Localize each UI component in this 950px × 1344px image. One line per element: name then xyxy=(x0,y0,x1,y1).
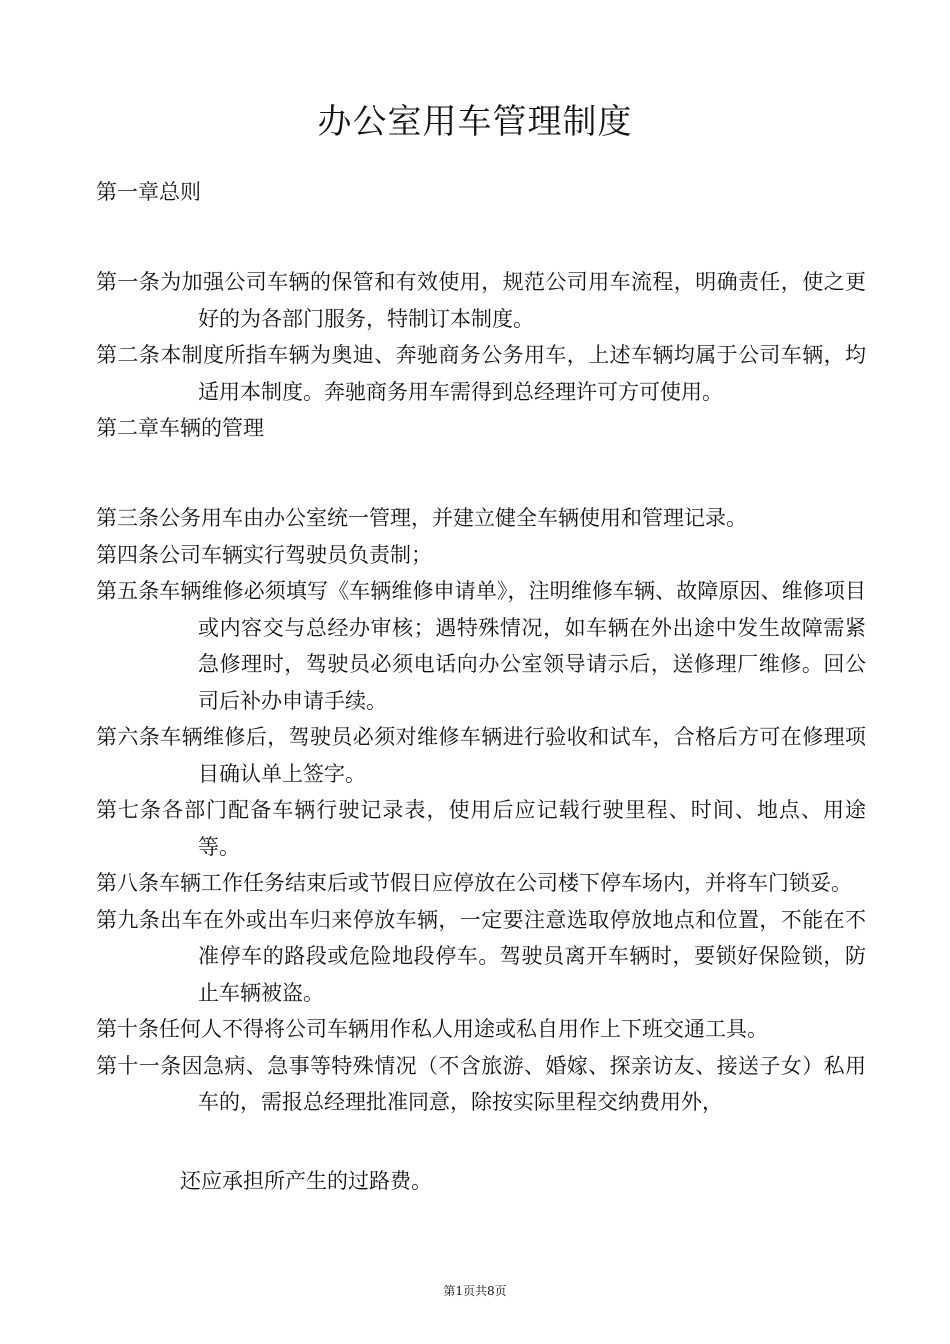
article-4: 第四条公司车辆实行驾驶员负责制； xyxy=(96,542,432,567)
article-7: 第七条各部门配备车辆行驶记录表，使用后应记载行驶里程、时间、地点、用途等。 xyxy=(96,798,866,859)
page-footer: 第1页共8页 xyxy=(443,1284,507,1298)
article-3: 第三条公务用车由办公室统一管理，并建立健全车辆使用和管理记录。 xyxy=(96,506,747,530)
article-8: 第八条车辆工作任务结束后或节假日应停放在公司楼下停车场内，并将车门锁妥。 xyxy=(96,871,852,895)
chapter-heading: 第一章总则 xyxy=(96,180,201,204)
article-5: 第五条车辆维修必须填写《车辆维修申请单》，注明维修车辆、故障原因、维修项目或内容交与总经办审核；遇特殊情况，如车辆在外出途中发生故障需紧急修理时，驾驶员必须电话向办公室领导请示后，送修理厂维修。回公司后补办申请手续。 xyxy=(96,579,866,713)
article-2: 第二条本制度所指车辆为奥迪、奔驰商务公务用车，上述车辆均属于公司车辆，均适用本制度。奔驰商务用车需得到总经理许可方可使用。 xyxy=(96,343,866,404)
article-9: 第九条出车在外或出车归来停放车辆，一定要注意选取停放地点和位置，不能在不准停车的路段或危险地段停车。驾驶员离开车辆时，要锁好保险锁，防止车辆被盗。 xyxy=(96,907,866,1005)
article-10: 第十条任何人不得将公司车辆用作私人用途或私自用作上下班交通工具。 xyxy=(96,1017,768,1041)
chapter-heading: 第二章车辆的管理 xyxy=(96,416,264,440)
document-body xyxy=(96,174,866,1199)
article-11-continuation: 还应承担所产生的过路费。 xyxy=(180,1168,432,1193)
article-1: 第一条为加强公司车辆的保管和有效使用，规范公司用车流程，明确责任，使之更好的为各部门服务，特制订本制度。 xyxy=(96,270,866,331)
article-11: 第十一条因急病、急事等特殊情况（不含旅游、婚嫁、探亲访友、接送子女）私用车的，需报总经理批准同意，除按实际里程交纳费用外， xyxy=(96,1053,866,1114)
document-title: 办公室用车管理制度 xyxy=(317,102,633,142)
article-6: 第六条车辆维修后，驾驶员必须对维修车辆进行验收和试车，合格后方可在修理项目确认单上签字。 xyxy=(96,725,866,786)
